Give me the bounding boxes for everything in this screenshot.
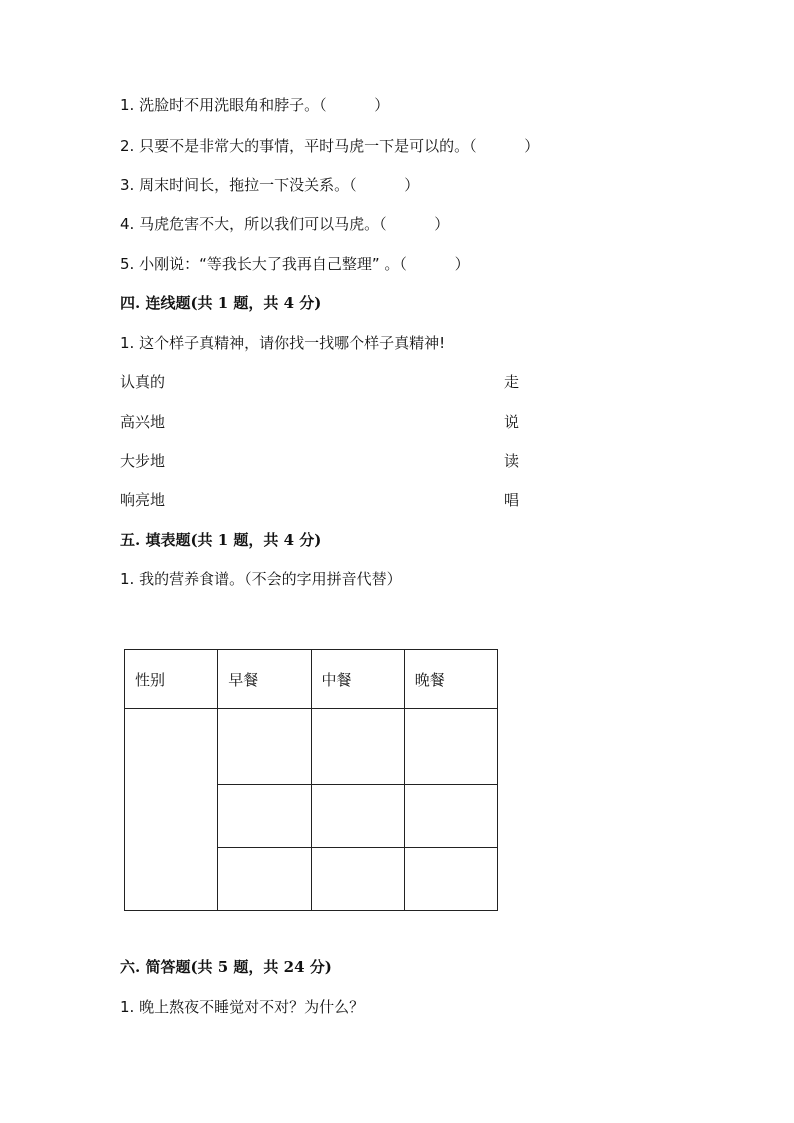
match-left-2[interactable]: 高兴地 [120,413,166,431]
judgment-item-5: 5. 小刚说：“等我长大了我再自己整理” 。（ ） [120,255,470,273]
section6-question: 1. 晚上熬夜不睡觉对不对？为什么？ [120,998,365,1016]
dinner-cell[interactable] [404,709,497,785]
breakfast-cell[interactable] [218,709,311,785]
section5-heading: 五. 填表题(共 1 题，共 4 分) [120,531,322,549]
match-left-3[interactable]: 大步地 [120,452,166,470]
section4-heading: 四. 连线题(共 1 题，共 4 分) [120,294,322,312]
match-right-2[interactable]: 说 [504,413,520,431]
section5-question: 1. 我的营养食谱。（不会的字用拼音代替） [120,570,402,588]
match-left-4[interactable]: 响亮地 [120,491,166,509]
judgment-item-4: 4. 马虎危害不大，所以我们可以马虎。（ ） [120,215,450,233]
breakfast-cell[interactable] [218,785,311,848]
judgment-item-2: 2. 只要不是非常大的事情，平时马虎一下是可以的。（ ） [120,137,540,155]
match-right-3[interactable]: 读 [504,452,520,470]
table-header-row [125,650,498,709]
match-right-4[interactable]: 唱 [504,491,520,509]
judgment-item-3: 3. 周末时间长，拖拉一下没关系。（ ） [120,176,420,194]
lunch-cell[interactable] [311,848,404,911]
meal-table [124,649,498,911]
header-cell-dinner: 晚餐 [404,650,497,709]
header-cell-breakfast: 早餐 [218,650,311,709]
header-cell-lunch: 中餐 [311,650,404,709]
dinner-cell[interactable] [404,848,497,911]
section6-heading: 六. 简答题(共 5 题，共 24 分) [120,958,332,976]
judgment-item-1: 1. 洗脸时不用洗眼角和脖子。（ ） [120,96,390,114]
lunch-cell[interactable] [311,709,404,785]
section4-question: 1. 这个样子真精神，请你找一找哪个样子真精神! [120,334,446,352]
table-row [125,709,498,785]
dinner-cell[interactable] [404,785,497,848]
match-right-1[interactable]: 走 [504,373,520,391]
header-cell-gender: 性别 [125,650,218,709]
match-left-1[interactable]: 认真的 [120,373,166,391]
breakfast-cell[interactable] [218,848,311,911]
lunch-cell[interactable] [311,785,404,848]
gender-cell[interactable] [125,709,218,911]
